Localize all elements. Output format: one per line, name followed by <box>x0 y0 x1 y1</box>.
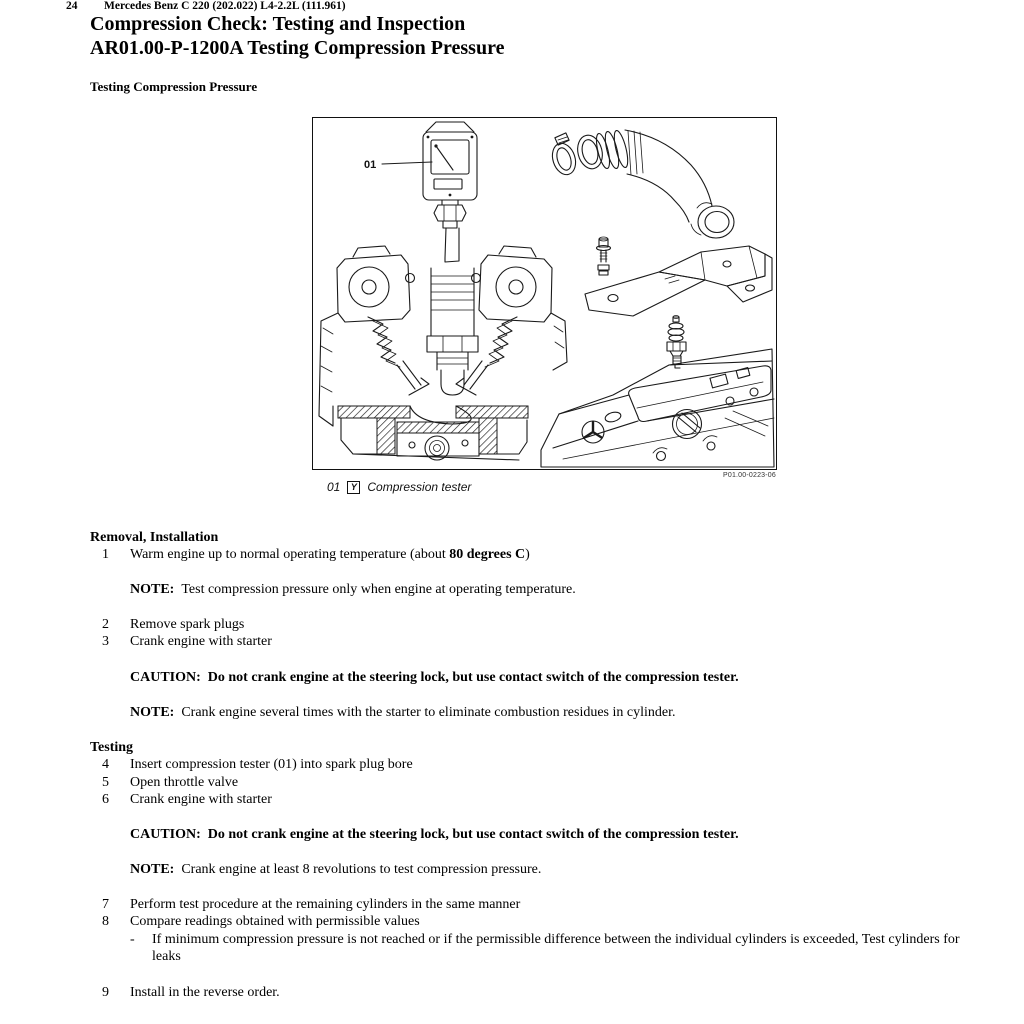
page-title: Compression Check: Testing and Inspection <box>90 13 466 35</box>
note-text: Crank engine at least 8 revolutions to test compression pressure. <box>181 862 542 877</box>
step-text: Install in the reverse order. <box>130 985 280 1000</box>
figure-callout <box>364 159 432 171</box>
figure-caption <box>327 480 471 494</box>
caution-2 <box>130 826 739 843</box>
caution-label: CAUTION: <box>130 670 201 685</box>
step-number: 4 <box>102 757 109 772</box>
section-heading: Testing Compression Pressure <box>90 79 258 94</box>
step-7 <box>102 896 520 913</box>
step-text: Crank engine with starter <box>130 792 272 807</box>
oil-filler-cap <box>673 410 702 439</box>
vehicle-header: Mercedes Benz C 220 (202.022) L4-2.2L (111.961) <box>104 0 346 12</box>
step-5 <box>102 774 238 791</box>
step-number: 1 <box>102 547 109 562</box>
note-2 <box>130 704 676 721</box>
caution-1 <box>130 669 739 686</box>
step-text: Remove spark plugs <box>130 617 245 632</box>
caption-text: Compression tester <box>367 480 472 494</box>
step-text: Perform test procedure at the remaining cylinders in the same manner <box>130 897 521 912</box>
step-3 <box>102 633 272 650</box>
note-label: NOTE: <box>130 582 175 597</box>
step-number: 3 <box>102 634 109 649</box>
figure-id: P01.00-0223-06 <box>722 472 776 479</box>
step-text: Open throttle valve <box>130 775 239 790</box>
removal-heading: Removal, Installation <box>90 530 219 545</box>
step-text: Warm engine up to normal operating temperature (about 80 degrees C) <box>130 547 530 562</box>
step-number: 5 <box>102 775 109 790</box>
step-8 <box>102 913 420 930</box>
air-intake-duct <box>574 129 734 238</box>
caution-label: CAUTION: <box>130 827 201 842</box>
engine-diagram <box>313 118 776 469</box>
page-number: 24 <box>66 0 78 12</box>
step-text: Insert compression tester (01) into spark plug bore <box>130 757 413 772</box>
caution-text: Do not crank engine at the steering lock, but use contact switch of the compression tester. <box>207 827 739 842</box>
step-9 <box>102 984 280 1001</box>
special-tool-icon: Y <box>347 481 360 494</box>
sub-bullet-dash: - <box>130 932 135 947</box>
note-3 <box>130 861 541 878</box>
bolt-and-nut <box>597 237 611 275</box>
step-2 <box>102 616 244 633</box>
note-label: NOTE: <box>130 862 175 877</box>
mercedes-star-icon <box>582 421 604 443</box>
engine-cross-section <box>319 246 567 460</box>
step-text: Compare readings obtained with permissible values <box>130 914 420 929</box>
note-label: NOTE: <box>130 705 175 720</box>
procedure-code-title: AR01.00-P-1200A Testing Compression Pressure <box>90 37 505 59</box>
mounting-bracket <box>585 246 772 316</box>
step-1 <box>102 546 530 563</box>
caption-item-number: 01 <box>327 480 341 494</box>
sub-bullet-text: If minimum compression pressure is not reached or if the permissible difference between the individual cylinders is exceeded, Test cylinders for leaks <box>152 932 960 964</box>
step-6 <box>102 791 272 808</box>
step-number: 8 <box>102 914 109 929</box>
caution-text: Do not crank engine at the steering lock, but use contact switch of the compression tester. <box>207 670 739 685</box>
step-text: Crank engine with starter <box>130 634 272 649</box>
step-number: 9 <box>102 985 109 1000</box>
valve-cover <box>541 349 774 467</box>
step-4 <box>102 756 413 773</box>
note-1 <box>130 581 576 598</box>
step-number: 7 <box>102 897 109 912</box>
step-number: 2 <box>102 617 109 632</box>
step-8-sub <box>130 931 976 965</box>
step-number: 6 <box>102 792 109 807</box>
note-text: Crank engine several times with the starter to eliminate combustion residues in cylinder. <box>181 705 676 720</box>
svg-text:01: 01 <box>364 159 377 171</box>
note-text: Test compression pressure only when engine at operating temperature. <box>181 582 576 597</box>
testing-heading: Testing <box>90 740 134 755</box>
compression-tester-gauge-icon <box>423 122 477 262</box>
hose-clamp <box>549 133 580 178</box>
spark-plug <box>667 316 686 369</box>
figure-compression-test <box>312 117 777 470</box>
